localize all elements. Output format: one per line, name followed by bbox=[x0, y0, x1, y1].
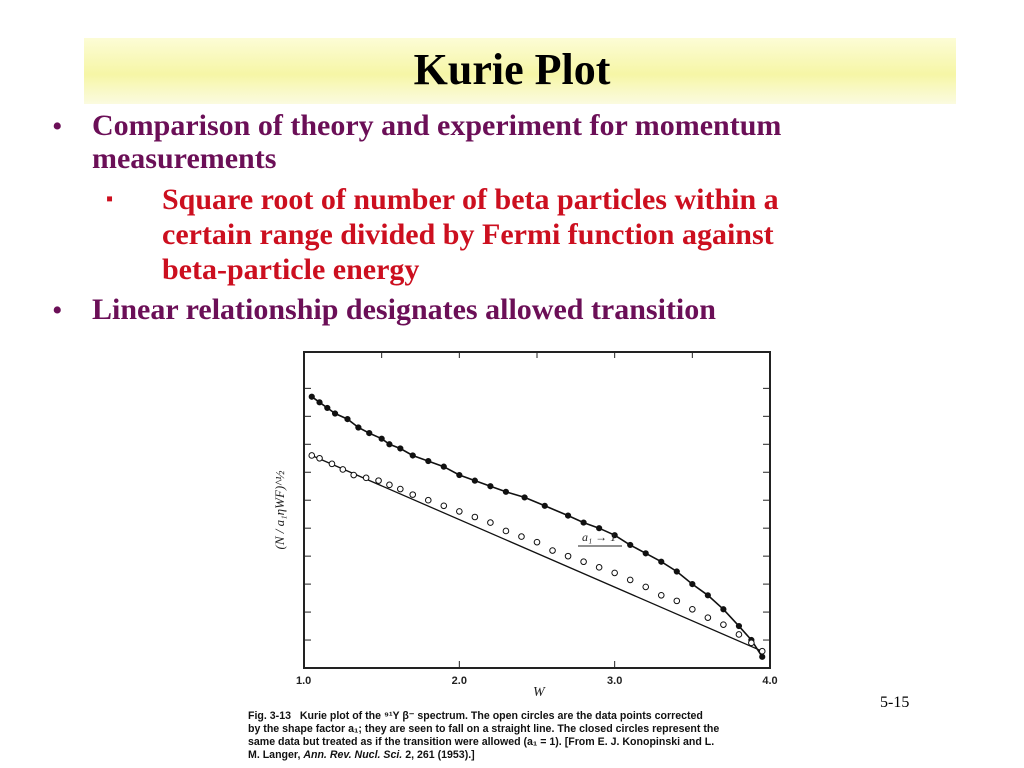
closed-data-point bbox=[659, 559, 664, 564]
data-points bbox=[309, 394, 765, 659]
open-data-point bbox=[425, 497, 431, 503]
open-data-point bbox=[705, 615, 711, 621]
closed-data-point bbox=[721, 607, 726, 612]
x-axis-label: W bbox=[533, 685, 545, 700]
closed-data-point bbox=[441, 464, 446, 469]
page-number: 5-15 bbox=[880, 694, 910, 711]
closed-data-point bbox=[472, 478, 477, 483]
closed-data-point bbox=[488, 484, 493, 489]
closed-data-point bbox=[674, 569, 679, 574]
caption-text-4: M. Langer, bbox=[248, 749, 301, 761]
closed-data-point bbox=[522, 495, 527, 500]
open-data-point bbox=[658, 592, 664, 598]
open-data-point bbox=[472, 514, 478, 520]
caption-text-1: Kurie plot of the ⁹¹Y β⁻ spectrum. The open circles are the data points corrected bbox=[299, 710, 703, 722]
open-data-point bbox=[519, 534, 525, 540]
open-data-point bbox=[503, 528, 509, 534]
closed-data-point bbox=[457, 472, 462, 477]
bullet-dot: • bbox=[52, 294, 63, 327]
open-data-point bbox=[317, 455, 323, 461]
closed-data-point bbox=[736, 623, 741, 628]
x-tick-label: 4.0 bbox=[762, 675, 778, 687]
open-data-point bbox=[596, 565, 602, 571]
caption-tail: 2, 261 (1953).] bbox=[405, 749, 475, 761]
open-data-point bbox=[329, 461, 335, 467]
closed-data-point bbox=[325, 405, 330, 410]
open-data-point bbox=[340, 467, 346, 473]
open-data-point bbox=[690, 606, 696, 612]
closed-data-point bbox=[332, 411, 337, 416]
plot-frame bbox=[304, 352, 770, 668]
caption-journal: Ann. Rev. Nucl. Sci. bbox=[303, 749, 403, 761]
closed-data-point bbox=[581, 520, 586, 525]
y-axis-label: (N / a₁ηWF)^½ bbox=[272, 470, 287, 550]
closed-data-point bbox=[760, 654, 765, 659]
closed-data-point bbox=[367, 430, 372, 435]
open-data-point bbox=[749, 640, 755, 646]
sub-bullet-line-1: Square root of number of beta particles within a bbox=[162, 183, 779, 216]
bullet-1-line-2: measurements bbox=[92, 142, 277, 175]
open-data-point bbox=[387, 482, 393, 488]
caption-text-2: by the shape factor a₁; they are seen to fall on a straight line. The closed circles represent the bbox=[248, 723, 720, 735]
x-tick-label: 2.0 bbox=[451, 675, 467, 687]
open-data-point bbox=[351, 472, 357, 478]
closed-data-point bbox=[503, 489, 508, 494]
closed-series-curve bbox=[312, 397, 762, 657]
caption-text-3: same data but treated as if the transition were allowed (a₁ = 1). [From E. J. Konopinski and L. bbox=[248, 736, 715, 748]
open-data-point bbox=[309, 453, 315, 459]
open-data-point bbox=[627, 577, 633, 583]
closed-data-point bbox=[309, 394, 314, 399]
bullet-1-line-1: Comparison of theory and experiment for momentum bbox=[92, 109, 782, 142]
closed-data-point bbox=[542, 503, 547, 508]
open-data-point bbox=[581, 559, 587, 565]
open-data-point bbox=[488, 520, 494, 526]
closed-data-point bbox=[387, 442, 392, 447]
caption-lead: Fig. 3-13 bbox=[248, 710, 291, 722]
slide-title: Kurie Plot bbox=[413, 45, 611, 94]
x-ticks bbox=[296, 352, 778, 687]
closed-data-point bbox=[398, 446, 403, 451]
closed-data-point bbox=[426, 458, 431, 463]
open-data-point bbox=[550, 548, 556, 554]
bullet-2: Linear relationship designates allowed transition bbox=[92, 293, 716, 326]
open-data-point bbox=[410, 492, 416, 498]
open-data-point bbox=[736, 632, 742, 638]
open-data-point bbox=[534, 539, 540, 545]
x-tick-label: 1.0 bbox=[296, 675, 312, 687]
x-tick-label: 3.0 bbox=[607, 675, 623, 687]
open-data-point bbox=[759, 648, 765, 654]
closed-data-point bbox=[410, 453, 415, 458]
sub-bullet-square: ▪ bbox=[106, 188, 114, 210]
sub-bullet-line-2: certain range divided by Fermi function against bbox=[162, 218, 774, 251]
closed-data-point bbox=[565, 513, 570, 518]
open-series-line bbox=[312, 456, 762, 652]
figure-caption bbox=[248, 710, 828, 762]
open-data-point bbox=[441, 503, 447, 509]
closed-data-point bbox=[317, 400, 322, 405]
closed-data-point bbox=[379, 436, 384, 441]
open-data-point bbox=[376, 478, 382, 484]
closed-data-point bbox=[628, 542, 633, 547]
open-data-point bbox=[565, 553, 571, 559]
closed-data-point bbox=[705, 593, 710, 598]
closed-data-point bbox=[356, 425, 361, 430]
open-data-point bbox=[363, 475, 369, 481]
closed-data-point bbox=[643, 551, 648, 556]
closed-data-point bbox=[345, 417, 350, 422]
open-data-point bbox=[721, 622, 727, 628]
open-data-point bbox=[612, 570, 618, 576]
open-data-point bbox=[398, 486, 404, 492]
y-ticks bbox=[304, 388, 770, 640]
sub-bullet-line-3: beta-particle energy bbox=[162, 253, 420, 286]
open-data-point bbox=[643, 584, 649, 590]
bullet-dot: • bbox=[52, 110, 63, 143]
annotation-label: a₁ → 1 bbox=[582, 530, 617, 544]
open-data-point bbox=[457, 509, 463, 515]
closed-data-point bbox=[690, 582, 695, 587]
open-data-point bbox=[674, 598, 680, 604]
